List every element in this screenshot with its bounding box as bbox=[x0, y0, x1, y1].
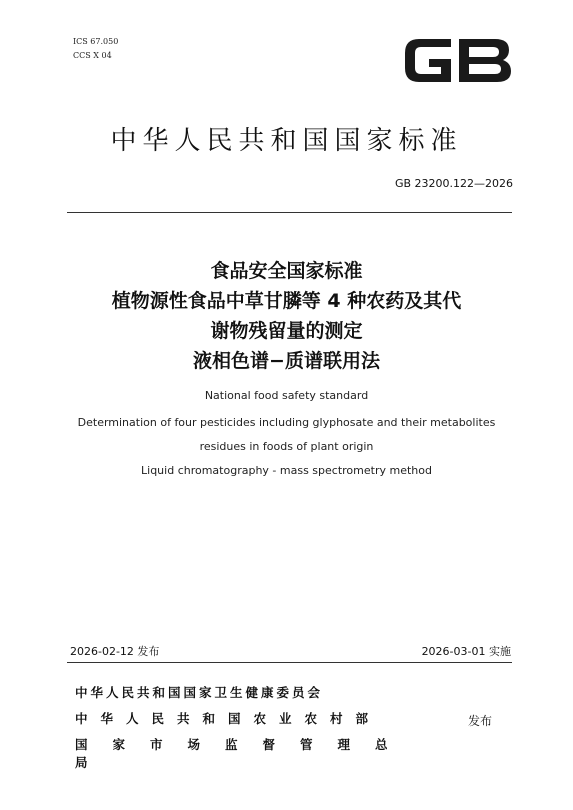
title-en-line3: residues in foods of plant origin bbox=[199, 440, 374, 453]
title-cn-line2: 植物源性食品中草甘膦等 4 种农药及其代 bbox=[111, 290, 462, 312]
header-divider bbox=[67, 212, 512, 213]
ics-code: ICS 67.050 bbox=[73, 37, 119, 46]
gb-logo-icon bbox=[399, 33, 517, 88]
issuer-title: 中华人民共和国国家标准 bbox=[110, 126, 463, 156]
issuing-body-1: 中华人民共和国国家卫生健康委员会 bbox=[75, 685, 324, 700]
implement-date: 2026-03-01 实施 bbox=[421, 645, 511, 658]
title-en-line1: National food safety standard bbox=[204, 389, 369, 402]
issuing-body-2: 中华人民共和国农业农村部 bbox=[75, 711, 382, 726]
title-cn-line3: 谢物残留量的测定 bbox=[210, 320, 363, 342]
gb-logo bbox=[399, 33, 517, 88]
title-cn-line4: 液相色谱−质谱联用法 bbox=[193, 350, 380, 372]
title-cn-line1: 食品安全国家标准 bbox=[210, 260, 363, 282]
issue-date: 2026-02-12 发布 bbox=[70, 645, 160, 658]
title-en-line4: Liquid chromatography - mass spectrometry method bbox=[141, 464, 432, 477]
footer-divider bbox=[67, 662, 512, 663]
classification-codes bbox=[73, 35, 118, 63]
title-en-line2: Determination of four pesticides including glyphosate and their metabolites bbox=[77, 416, 496, 429]
issuing-body-3: 国家市场监督管理总局 bbox=[75, 737, 413, 770]
ccs-code: CCS X 04 bbox=[73, 51, 112, 60]
publish-label: 发布 bbox=[468, 714, 493, 728]
standard-number: GB 23200.122—2026 bbox=[394, 177, 513, 190]
